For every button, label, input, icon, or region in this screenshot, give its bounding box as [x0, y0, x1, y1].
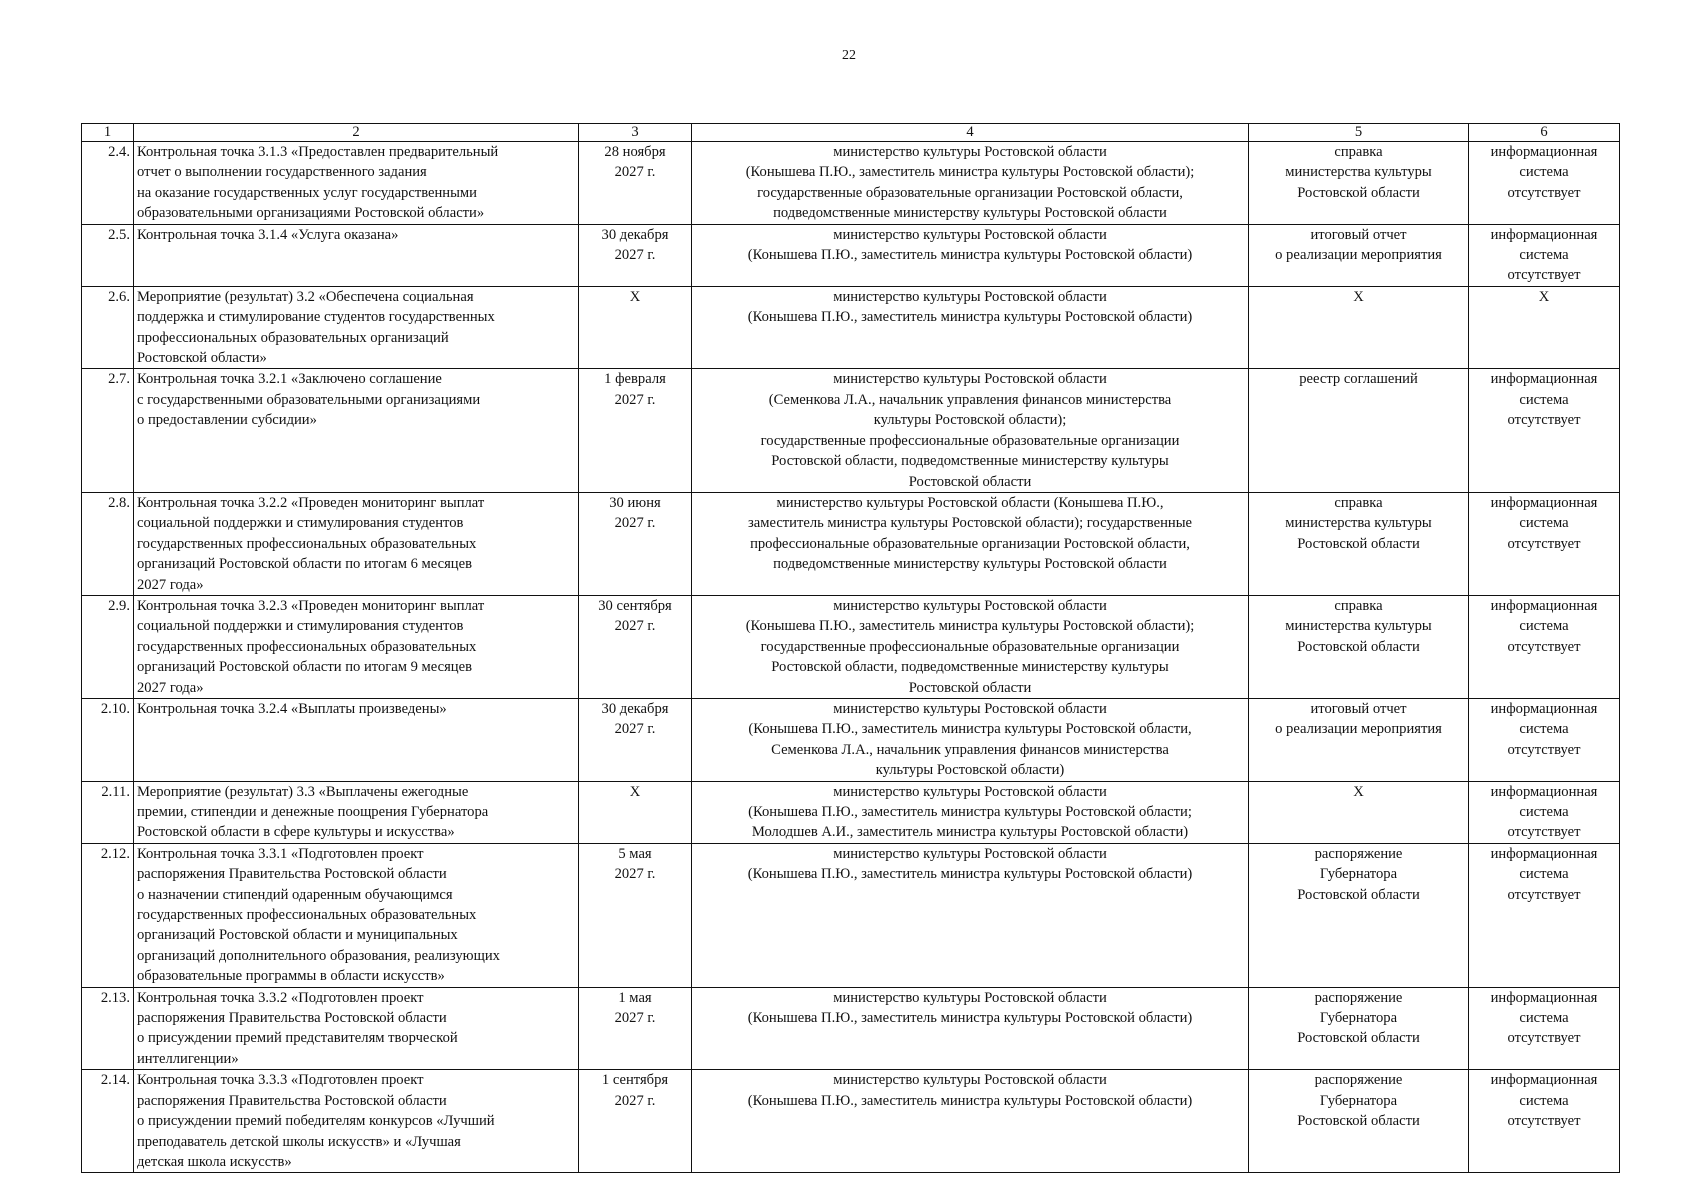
table-row [82, 843, 1620, 987]
document-cell [1249, 987, 1469, 1070]
table-row [82, 492, 1620, 595]
cell-text-line: детская школа искусств» [137, 1153, 292, 1170]
cell-text-line: министерства культуры [1285, 515, 1432, 532]
cell-text-line: система [1519, 721, 1569, 738]
cell-text-line: 2027 года» [137, 679, 204, 696]
cell-text-line: 30 декабря [601, 226, 669, 243]
row-number-cell: 2.6. [82, 286, 134, 369]
deadline-cell [579, 224, 692, 286]
cell-text-line: Ростовской области [908, 679, 1032, 696]
cell-text-line: Ростовской области [908, 473, 1032, 490]
cell-text-line: 2027 г. [614, 515, 656, 532]
cell-text-line: социальной поддержки и стимулирования студентов [137, 515, 464, 532]
cell-text-line: о присуждении премий представителям творческой [137, 1030, 458, 1047]
table-row [82, 698, 1620, 781]
cell-text-line: Контрольная точка 3.2.4 «Выплаты произведены» [137, 700, 447, 717]
cell-text-line: система [1519, 247, 1569, 264]
cell-text-line: Контрольная точка 3.3.2 «Подготовлен проект [137, 989, 424, 1006]
cell-text-line: отсутствует [1507, 638, 1581, 655]
cell-text-line: распоряжения Правительства Ростовской области [137, 1092, 447, 1109]
cell-text-line: реестр соглашений [1299, 371, 1418, 388]
cell-text-line: 2027 г. [614, 164, 656, 181]
deadline-cell [579, 843, 692, 987]
cell-text-line: 2027 г. [614, 1092, 656, 1109]
cell-text-line: 2027 г. [614, 618, 656, 635]
cell-text-line: информационная [1490, 1072, 1598, 1089]
cell-text-line: информационная [1490, 144, 1598, 160]
cell-text-line: профессиональных образовательных организаций [137, 329, 449, 346]
cell-text-line: Ростовской области [1297, 1030, 1420, 1047]
info-system-cell [1469, 595, 1620, 698]
cell-text-line: Губернатора [1319, 1010, 1398, 1027]
cell-text-line: система [1519, 1092, 1569, 1109]
cell-text-line: министерство культуры Ростовской области [833, 783, 1107, 800]
cell-text-line: отсутствует [1507, 1113, 1581, 1130]
cell-text-line: 2027 г. [614, 1010, 656, 1027]
executor-cell [692, 369, 1249, 492]
cell-text-line: профессиональные образовательные организации Ростовской области, [750, 535, 1190, 552]
info-system-cell [1469, 843, 1620, 987]
executor-cell [692, 224, 1249, 286]
cell-text-line: поддержка и стимулирование студентов государственных [137, 309, 495, 326]
deadline-cell [579, 1070, 692, 1173]
cell-text-line: министерство культуры Ростовской области [833, 597, 1107, 614]
cell-text-line: информационная [1490, 226, 1598, 243]
cell-text-line: система [1519, 618, 1569, 635]
cell-text-line: распоряжение [1314, 845, 1403, 862]
table-row [82, 781, 1620, 843]
column-header: 4 [692, 124, 1249, 142]
cell-text-line: заместитель министра культуры Ростовской области); государственные [748, 515, 1192, 532]
cell-text-line: отсутствует [1507, 267, 1581, 284]
deadline-cell [579, 492, 692, 595]
cell-text-line: 2027 года» [137, 576, 204, 593]
cell-text-line: распоряжения Правительства Ростовской области [137, 1010, 447, 1027]
cell-text-line: Контрольная точка 3.2.2 «Проведен мониторинг выплат [137, 494, 485, 511]
cell-text-line: Молодшев А.И., заместитель министра культуры Ростовской области) [751, 824, 1189, 841]
cell-text-line: государственные профессиональные образовательные организации [760, 432, 1180, 449]
activity-name-cell [134, 369, 579, 492]
cell-text-line: отсутствует [1507, 412, 1581, 429]
cell-text-line: Х [629, 783, 641, 800]
cell-text-line: Ростовской области [1297, 886, 1420, 903]
cell-text-line: отсутствует [1507, 535, 1581, 552]
document-cell [1249, 698, 1469, 781]
cell-text-line: подведомственные министерству культуры Ростовской области [773, 205, 1167, 222]
table-row [82, 142, 1620, 225]
table-row [82, 369, 1620, 492]
cell-text-line: министерства культуры [1285, 164, 1432, 181]
activity-name-cell [134, 698, 579, 781]
row-number-cell: 2.14. [82, 1070, 134, 1173]
cell-text-line: министерство культуры Ростовской области [833, 144, 1107, 160]
document-cell [1249, 286, 1469, 369]
cell-text-line: Губернатора [1319, 866, 1398, 883]
document-cell [1249, 843, 1469, 987]
activity-name-cell [134, 224, 579, 286]
cell-text-line: 2027 г. [614, 721, 656, 738]
table-row [82, 595, 1620, 698]
cell-text-line: Х [629, 288, 641, 305]
cell-text-line: (Конышева П.Ю., заместитель министра культуры Ростовской области, [748, 721, 1192, 738]
cell-text-line: отчет о выполнении государственного задания [137, 164, 427, 181]
info-system-cell [1469, 286, 1620, 369]
cell-text-line: Ростовской области [1297, 1113, 1420, 1130]
table-row [82, 286, 1620, 369]
row-number-cell: 2.5. [82, 224, 134, 286]
cell-text-line: (Конышева П.Ю., заместитель министра культуры Ростовской области) [747, 1092, 1193, 1109]
cell-text-line: министерство культуры Ростовской области (Конышева П.Ю., [776, 494, 1164, 511]
cell-text-line: отсутствует [1507, 824, 1581, 841]
info-system-cell [1469, 142, 1620, 225]
cell-text-line: система [1519, 515, 1569, 532]
cell-text-line: 30 июня [609, 494, 661, 511]
executor-cell [692, 987, 1249, 1070]
cell-text-line: Контрольная точка 3.1.3 «Предоставлен предварительный [137, 144, 499, 160]
cell-text-line: 1 мая [618, 989, 652, 1006]
cell-text-line: справка [1334, 144, 1383, 160]
cell-text-line: преподаватель детской школы искусств» и «Лучшая [137, 1133, 461, 1150]
cell-text-line: отсутствует [1507, 184, 1581, 201]
deadline-cell [579, 698, 692, 781]
row-number-cell: 2.10. [82, 698, 134, 781]
cell-text-line: (Конышева П.Ю., заместитель министра культуры Ростовской области; [748, 804, 1192, 820]
cell-text-line: организаций Ростовской области по итогам 6 месяцев [137, 556, 472, 573]
cell-text-line: министерство культуры Ростовской области [833, 371, 1107, 388]
cell-text-line: 30 сентября [598, 597, 672, 614]
cell-text-line: с государственными образовательными организациями [137, 391, 481, 408]
table-body [82, 142, 1620, 1173]
cell-text-line: о реализации мероприятия [1275, 247, 1442, 264]
cell-text-line: информационная [1490, 700, 1598, 717]
row-number-cell: 2.11. [82, 781, 134, 843]
column-header: 3 [579, 124, 692, 142]
cell-text-line: государственных профессиональных образовательных [137, 535, 477, 552]
cell-text-line: о присуждении премий победителям конкурсов «Лучший [137, 1113, 495, 1130]
cell-text-line: Ростовской области в сфере культуры и искусства» [137, 824, 455, 841]
cell-text-line: Губернатора [1319, 1092, 1398, 1109]
info-system-cell [1469, 987, 1620, 1070]
cell-text-line: итоговый отчет [1310, 226, 1407, 243]
activity-name-cell [134, 1070, 579, 1173]
deadline-cell [579, 781, 692, 843]
cell-text-line: Ростовской области [1297, 184, 1420, 201]
row-number-cell: 2.13. [82, 987, 134, 1070]
cell-text-line: подведомственные министерству культуры Ростовской области [773, 556, 1167, 573]
table-row [82, 1070, 1620, 1173]
cell-text-line: Контрольная точка 3.2.1 «Заключено соглашение [137, 371, 442, 388]
cell-text-line: организаций дополнительного образования, реализующих [137, 947, 500, 964]
cell-text-line: справка [1334, 597, 1383, 614]
info-system-cell [1469, 1070, 1620, 1173]
cell-text-line: Контрольная точка 3.1.4 «Услуга оказана» [137, 226, 399, 243]
table-row [82, 224, 1620, 286]
cell-text-line: Ростовской области, подведомственные министерству культуры [771, 453, 1169, 470]
document-cell [1249, 369, 1469, 492]
cell-text-line: государственные профессиональные образовательные организации [760, 638, 1180, 655]
document-cell [1249, 142, 1469, 225]
page-number: 22 [842, 48, 856, 63]
executor-cell [692, 286, 1249, 369]
cell-text-line: итоговый отчет [1310, 700, 1407, 717]
cell-text-line: министерство культуры Ростовской области [833, 288, 1107, 305]
cell-text-line: образовательными организациями Ростовской области» [137, 205, 485, 222]
activity-name-cell [134, 142, 579, 225]
cell-text-line: (Конышева П.Ю., заместитель министра культуры Ростовской области); [745, 164, 1195, 181]
cell-text-line: министерство культуры Ростовской области [833, 989, 1107, 1006]
deadline-cell [579, 142, 692, 225]
activity-name-cell [134, 492, 579, 595]
cell-text-line: 30 декабря [601, 700, 669, 717]
cell-text-line: 2027 г. [614, 391, 656, 408]
cell-text-line: (Конышева П.Ю., заместитель министра культуры Ростовской области) [747, 247, 1193, 264]
executor-cell [692, 1070, 1249, 1173]
cell-text-line: отсутствует [1507, 1030, 1581, 1047]
cell-text-line: справка [1334, 494, 1383, 511]
cell-text-line: 2027 г. [614, 247, 656, 264]
cell-text-line: министерство культуры Ростовской области [833, 226, 1107, 243]
cell-text-line: отсутствует [1507, 886, 1581, 903]
activity-name-cell [134, 987, 579, 1070]
cell-text-line: Ростовской области [1297, 535, 1420, 552]
cell-text-line: система [1519, 164, 1569, 181]
cell-text-line: Ростовской области» [137, 350, 267, 367]
cell-text-line: 1 сентября [601, 1072, 669, 1089]
cell-text-line: Ростовской области [1297, 638, 1420, 655]
activity-name-cell [134, 781, 579, 843]
cell-text-line: система [1519, 804, 1569, 820]
executor-cell [692, 781, 1249, 843]
cell-text-line: Контрольная точка 3.3.3 «Подготовлен проект [137, 1072, 424, 1089]
executor-cell [692, 142, 1249, 225]
cell-text-line: интеллигенции» [137, 1050, 239, 1067]
cell-text-line: (Конышева П.Ю., заместитель министра культуры Ростовской области) [747, 866, 1193, 883]
cell-text-line: распоряжение [1314, 989, 1403, 1006]
cell-text-line: министерство культуры Ростовской области [833, 1072, 1107, 1089]
executor-cell [692, 843, 1249, 987]
cell-text-line: государственные образовательные организации Ростовской области, [757, 184, 1183, 201]
cell-text-line: 5 мая [618, 845, 652, 862]
cell-text-line: министерства культуры [1285, 618, 1432, 635]
cell-text-line: на оказание государственных услуг государственными [137, 184, 477, 201]
cell-text-line: информационная [1490, 845, 1598, 862]
cell-text-line: Семенкова Л.А., начальник управления финансов министерства [771, 741, 1169, 758]
executor-cell [692, 698, 1249, 781]
cell-text-line: Ростовской области, подведомственные министерству культуры [771, 659, 1169, 676]
info-system-cell [1469, 781, 1620, 843]
cell-text-line: государственных профессиональных образовательных [137, 638, 477, 655]
document-cell [1249, 595, 1469, 698]
cell-text-line: образовательные программы в области искусств» [137, 968, 445, 985]
cell-text-line: о предоставлении субсидии» [137, 412, 317, 429]
column-header: 5 [1249, 124, 1469, 142]
cell-text-line: о назначении стипендий одаренным обучающимся [137, 886, 453, 903]
cell-text-line: система [1519, 866, 1569, 883]
document-cell [1249, 492, 1469, 595]
cell-text-line: культуры Ростовской области); [873, 412, 1067, 429]
cell-text-line: информационная [1490, 494, 1598, 511]
info-system-cell [1469, 224, 1620, 286]
cell-text-line: (Семенкова Л.А., начальник управления финансов министерства [768, 391, 1172, 408]
column-header: 2 [134, 124, 579, 142]
cell-text-line: организаций Ростовской области и муниципальных [137, 927, 458, 944]
row-number-cell: 2.7. [82, 369, 134, 492]
cell-text-line: (Конышева П.Ю., заместитель министра культуры Ростовской области); [745, 618, 1195, 635]
document-cell [1249, 224, 1469, 286]
activity-name-cell [134, 843, 579, 987]
document-cell [1249, 1070, 1469, 1173]
executor-cell [692, 595, 1249, 698]
header-row [82, 124, 1620, 142]
cell-text-line: (Конышева П.Ю., заместитель министра культуры Ростовской области) [747, 309, 1193, 326]
cell-text-line: социальной поддержки и стимулирования студентов [137, 618, 464, 635]
cell-text-line: распоряжения Правительства Ростовской области [137, 866, 447, 883]
info-system-cell [1469, 492, 1620, 595]
cell-text-line: система [1519, 391, 1569, 408]
info-system-cell [1469, 698, 1620, 781]
cell-text-line: о реализации мероприятия [1275, 721, 1442, 738]
cell-text-line: 1 февраля [604, 371, 666, 388]
cell-text-line: 28 ноября [604, 144, 666, 160]
cell-text-line: информационная [1490, 989, 1598, 1006]
cell-text-line: информационная [1490, 783, 1598, 800]
deadline-cell [579, 595, 692, 698]
activity-name-cell [134, 286, 579, 369]
cell-text-line: Мероприятие (результат) 3.3 «Выплачены ежегодные [137, 783, 469, 800]
column-header: 1 [82, 124, 134, 142]
cell-text-line: культуры Ростовской области) [875, 762, 1065, 779]
executor-cell [692, 492, 1249, 595]
deadline-cell [579, 987, 692, 1070]
cell-text-line: Х [1538, 288, 1550, 305]
row-number-cell: 2.12. [82, 843, 134, 987]
cell-text-line: (Конышева П.Ю., заместитель министра культуры Ростовской области) [747, 1010, 1193, 1027]
row-number-cell: 2.4. [82, 142, 134, 225]
activity-name-cell [134, 595, 579, 698]
cell-text-line: министерство культуры Ростовской области [833, 845, 1107, 862]
cell-text-line: премии, стипендии и денежные поощрения Губернатора [137, 804, 489, 820]
document-cell [1249, 781, 1469, 843]
cell-text-line: отсутствует [1507, 741, 1581, 758]
row-number-cell: 2.8. [82, 492, 134, 595]
cell-text-line: информационная [1490, 597, 1598, 614]
cell-text-line: Контрольная точка 3.2.3 «Проведен мониторинг выплат [137, 597, 485, 614]
cell-text-line: Мероприятие (результат) 3.2 «Обеспечена социальная [137, 288, 474, 305]
cell-text-line: министерство культуры Ростовской области [833, 700, 1107, 717]
cell-text-line: Х [1353, 783, 1364, 800]
cell-text-line: организаций Ростовской области по итогам 9 месяцев [137, 659, 472, 676]
info-system-cell [1469, 369, 1620, 492]
cell-text-line: Х [1353, 288, 1364, 305]
column-header: 6 [1469, 124, 1620, 142]
table-row [82, 987, 1620, 1070]
cell-text-line: информационная [1490, 371, 1598, 388]
plan-table [81, 123, 1620, 1173]
cell-text-line: Контрольная точка 3.3.1 «Подготовлен проект [137, 845, 424, 862]
cell-text-line: 2027 г. [614, 866, 656, 883]
deadline-cell [579, 369, 692, 492]
row-number-cell: 2.9. [82, 595, 134, 698]
cell-text-line: система [1519, 1010, 1569, 1027]
cell-text-line: государственных профессиональных образовательных [137, 907, 477, 924]
deadline-cell [579, 286, 692, 369]
cell-text-line: распоряжение [1314, 1072, 1403, 1089]
